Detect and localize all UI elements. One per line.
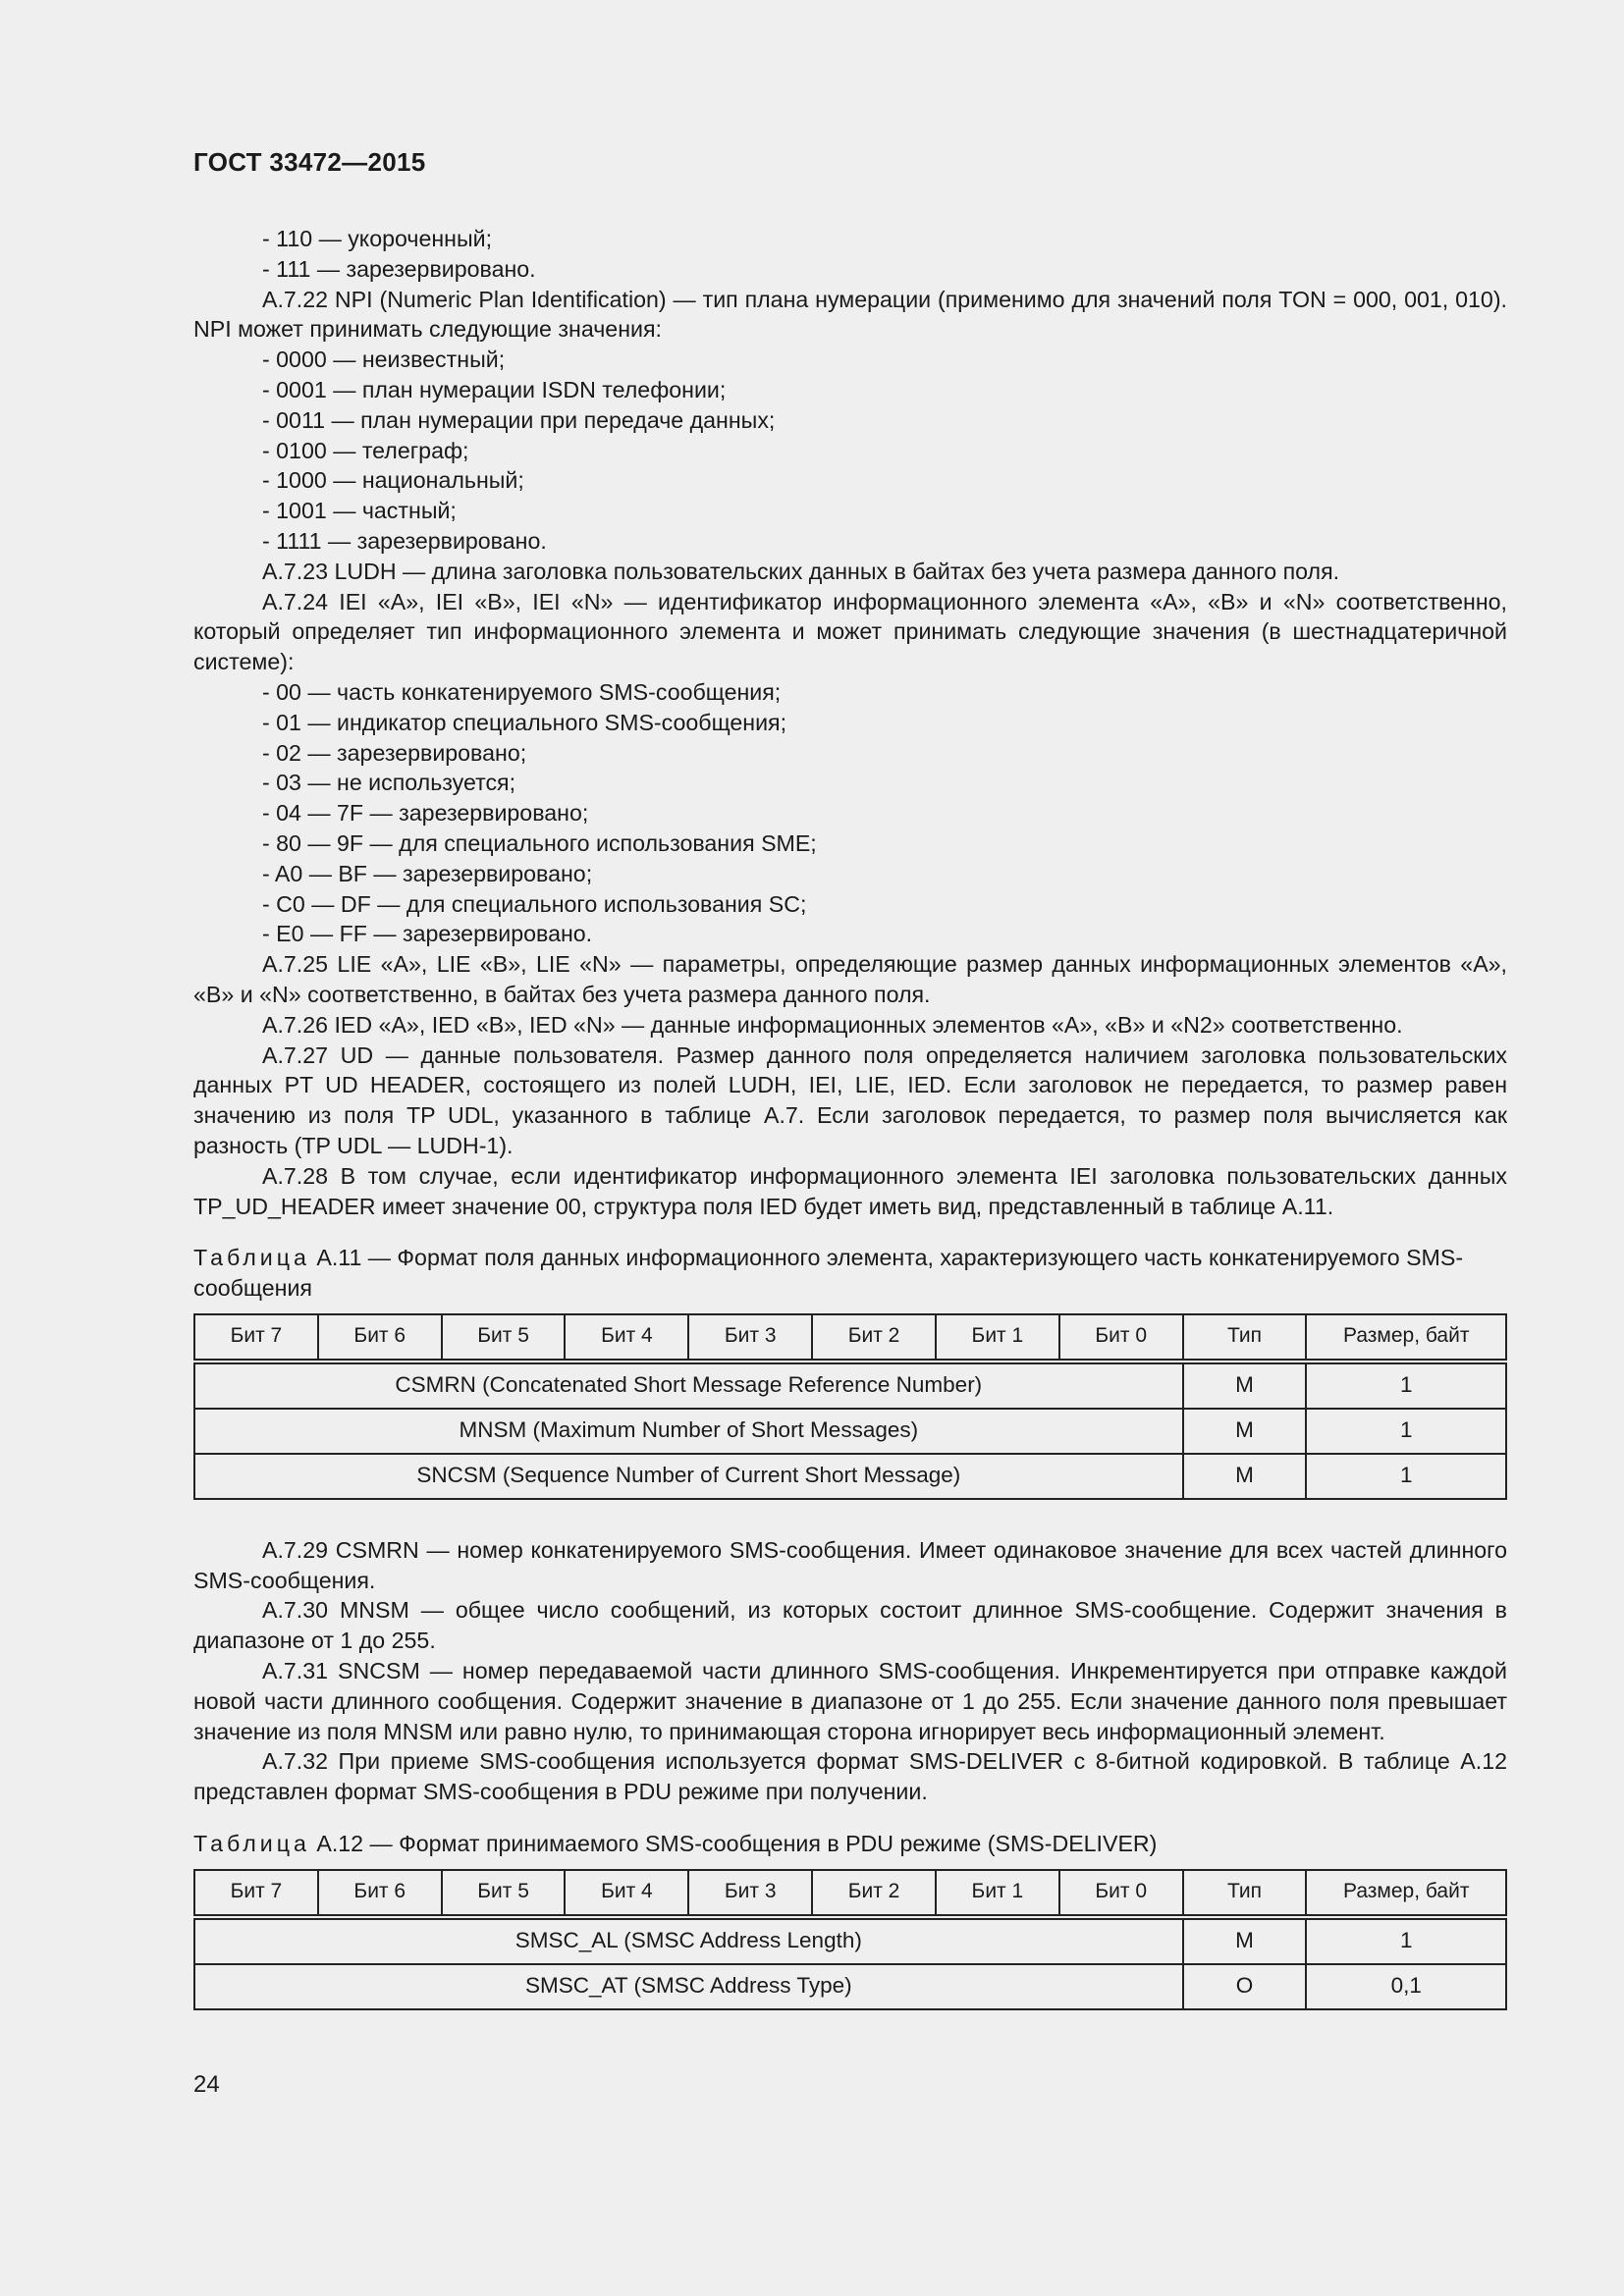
- paragraph-a723: А.7.23 LUDH — длина заголовка пользовательских данных в байтах без учета размера данного поля.: [262, 558, 1340, 584]
- paragraph-a725: А.7.25 LIE «A», LIE «B», LIE «N» — параметры, определяющие размер данных информационных элементов «A», «B» и «N» соответственно, в байтах без учета размера данного поля.: [193, 951, 1507, 1007]
- npi-list: [193, 345, 1507, 557]
- caption-text: А.11 — Формат поля данных информационного элемента, характеризующего часть конкатенируемого SMS-сообщения: [193, 1245, 1464, 1302]
- header-cell: Тип: [1183, 1314, 1307, 1362]
- table-row: [194, 1917, 1506, 1964]
- list-item: - 0011 — план нумерации при передаче данных;: [262, 406, 776, 433]
- list-item: - 04 — 7F — зарезервировано;: [262, 800, 589, 827]
- header-cell: Бит 0: [1059, 1314, 1183, 1362]
- size-cell: 1: [1306, 1409, 1506, 1454]
- type-cell: М: [1183, 1362, 1307, 1409]
- paragraph-a722: А.7.22 NPI (Numeric Plan Identification) — тип плана нумерации (применимо для значений поля TON = 000, 001, 010). NPI может принимать следующие значения:: [193, 286, 1507, 343]
- list-item: - 0000 — неизвестный;: [262, 347, 506, 373]
- table-a11: [193, 1313, 1507, 1500]
- header-cell: Бит 3: [688, 1314, 812, 1362]
- table-label: Таблица: [193, 1245, 310, 1271]
- type-cell: О: [1183, 1964, 1307, 2009]
- caption-text: А.12 — Формат принимаемого SMS-сообщения в PDU режиме (SMS-DELIVER): [309, 1831, 1158, 1857]
- list-item: - E0 — FF — зарезервировано.: [262, 921, 593, 947]
- size-cell: 0,1: [1306, 1964, 1506, 2009]
- type-cell: М: [1183, 1917, 1307, 1964]
- table-header-row: [194, 1314, 1506, 1362]
- table-a12: [193, 1869, 1507, 2010]
- list-item: - 02 — зарезервировано;: [262, 739, 527, 766]
- field-cell: SMSC_AT (SMSC Address Type): [194, 1964, 1183, 2009]
- table-row: [194, 1454, 1506, 1499]
- paragraph-a727: А.7.27 UD — данные пользователя. Размер данного поля определяется наличием заголовка пользовательских данных PT UD HEADER, состоящего из полей LUDH, IEI, LIE, IED. Если заголовок не передается, то размер равен значению из поля TP UDL, указанного в таблице А.7. Если заголовок передается, то размер поля вычисляется как разность (TP UDL — LUDH-1).: [193, 1041, 1507, 1158]
- field-cell: SMSC_AL (SMSC Address Length): [194, 1917, 1183, 1964]
- header-cell: Бит 0: [1059, 1870, 1183, 1917]
- ton-list-tail: [193, 224, 1507, 285]
- table-a12-caption: [193, 1829, 1507, 1859]
- list-item: - C0 — DF — для специального использования SC;: [262, 890, 807, 917]
- header-cell: Бит 2: [812, 1314, 936, 1362]
- size-cell: 1: [1306, 1917, 1506, 1964]
- header-cell: Размер, байт: [1306, 1314, 1506, 1362]
- document-header: ГОСТ 33472—2015: [193, 147, 426, 177]
- page-content: [193, 224, 1507, 2046]
- field-cell: MNSM (Maximum Number of Short Messages): [194, 1409, 1183, 1454]
- table-row: [194, 1409, 1506, 1454]
- size-cell: 1: [1306, 1362, 1506, 1409]
- header-cell: Бит 4: [565, 1314, 688, 1362]
- type-cell: М: [1183, 1409, 1307, 1454]
- paragraph-a729: А.7.29 CSMRN — номер конкатенируемого SMS-сообщения. Имеет одинаковое значение для всех частей длинного SMS-сообщения.: [193, 1536, 1507, 1593]
- list-item: - 1001 — частный;: [262, 498, 457, 524]
- table-header-row: [194, 1870, 1506, 1917]
- paragraph-a731: А.7.31 SNCSM — номер передаваемой части длинного SMS-сообщения. Инкрементируется при отправке каждой новой части длинного сообщения. Содержит значение в диапазоне от 1 до 255. Если значение данного поля превышает значение из поля MNSM или равно нулю, то принимающая сторона игнорирует весь информационный элемент.: [193, 1658, 1507, 1744]
- header-cell: Бит 7: [194, 1314, 318, 1362]
- field-cell: SNCSM (Sequence Number of Current Short Message): [194, 1454, 1183, 1499]
- list-item: - 1000 — национальный;: [262, 467, 524, 494]
- paragraph-a730: А.7.30 MNSM — общее число сообщений, из которых состоит длинное SMS-сообщение. Содержит значения в диапазоне от 1 до 255.: [193, 1597, 1507, 1654]
- header-cell: Бит 3: [688, 1870, 812, 1917]
- paragraph-a726: А.7.26 IED «A», IED «B», IED «N» — данные информационных элементов «A», «B» и «N2» соответственно.: [262, 1011, 1403, 1038]
- list-item: - 110 — укороченный;: [262, 226, 493, 251]
- header-cell: Бит 1: [936, 1870, 1059, 1917]
- header-cell: Тип: [1183, 1870, 1307, 1917]
- header-cell: Бит 5: [442, 1314, 566, 1362]
- type-cell: М: [1183, 1454, 1307, 1499]
- field-cell: CSMRN (Concatenated Short Message Reference Number): [194, 1362, 1183, 1409]
- header-cell: Бит 6: [318, 1870, 442, 1917]
- header-cell: Бит 5: [442, 1870, 566, 1917]
- table-label: Таблица: [193, 1831, 310, 1857]
- list-item: - 1111 — зарезервировано.: [262, 527, 547, 554]
- paragraph-a728: А.7.28 В том случае, если идентификатор информационного элемента IEI заголовка пользовательских данных TP_UD_HEADER имеет значение 00, структура поля IED будет иметь вид, представленный в таблице А.11.: [193, 1162, 1507, 1219]
- table-row: [194, 1964, 1506, 2009]
- paragraph-a724: А.7.24 IEI «A», IEI «B», IEI «N» — идентификатор информационного элемента «A», «B» и «N» соответственно, который определяет тип информационного элемента и может принимать следующие значения (в шестнадцатеричной системе):: [193, 588, 1507, 675]
- list-item: - 111 — зарезервировано.: [262, 255, 536, 282]
- header-cell: Бит 6: [318, 1314, 442, 1362]
- list-item: - 01 — индикатор специального SMS-сообщения;: [262, 709, 787, 735]
- list-item: - 0001 — план нумерации ISDN телефонии;: [262, 376, 727, 402]
- table-a11-caption: [193, 1243, 1507, 1304]
- list-item: - 0100 — телеграф;: [262, 437, 469, 463]
- iei-list: [193, 677, 1507, 949]
- header-cell: Бит 1: [936, 1314, 1059, 1362]
- list-item: - A0 — BF — зарезервировано;: [262, 860, 593, 886]
- header-cell: Бит 7: [194, 1870, 318, 1917]
- header-cell: Бит 2: [812, 1870, 936, 1917]
- size-cell: 1: [1306, 1454, 1506, 1499]
- header-cell: Размер, байт: [1306, 1870, 1506, 1917]
- paragraph-a732: А.7.32 При приеме SMS-сообщения используется формат SMS-DELIVER с 8-битной кодировкой. В таблице А.12 представлен формат SMS-сообщения в PDU режиме при получении.: [193, 1748, 1507, 1805]
- list-item: - 80 — 9F — для специального использования SME;: [262, 829, 817, 856]
- list-item: - 00 — часть конкатенируемого SMS-сообщения;: [262, 678, 782, 705]
- list-item: - 03 — не используется;: [262, 770, 516, 796]
- page-number: 24: [193, 2071, 220, 2098]
- table-row: [194, 1362, 1506, 1409]
- header-cell: Бит 4: [565, 1870, 688, 1917]
